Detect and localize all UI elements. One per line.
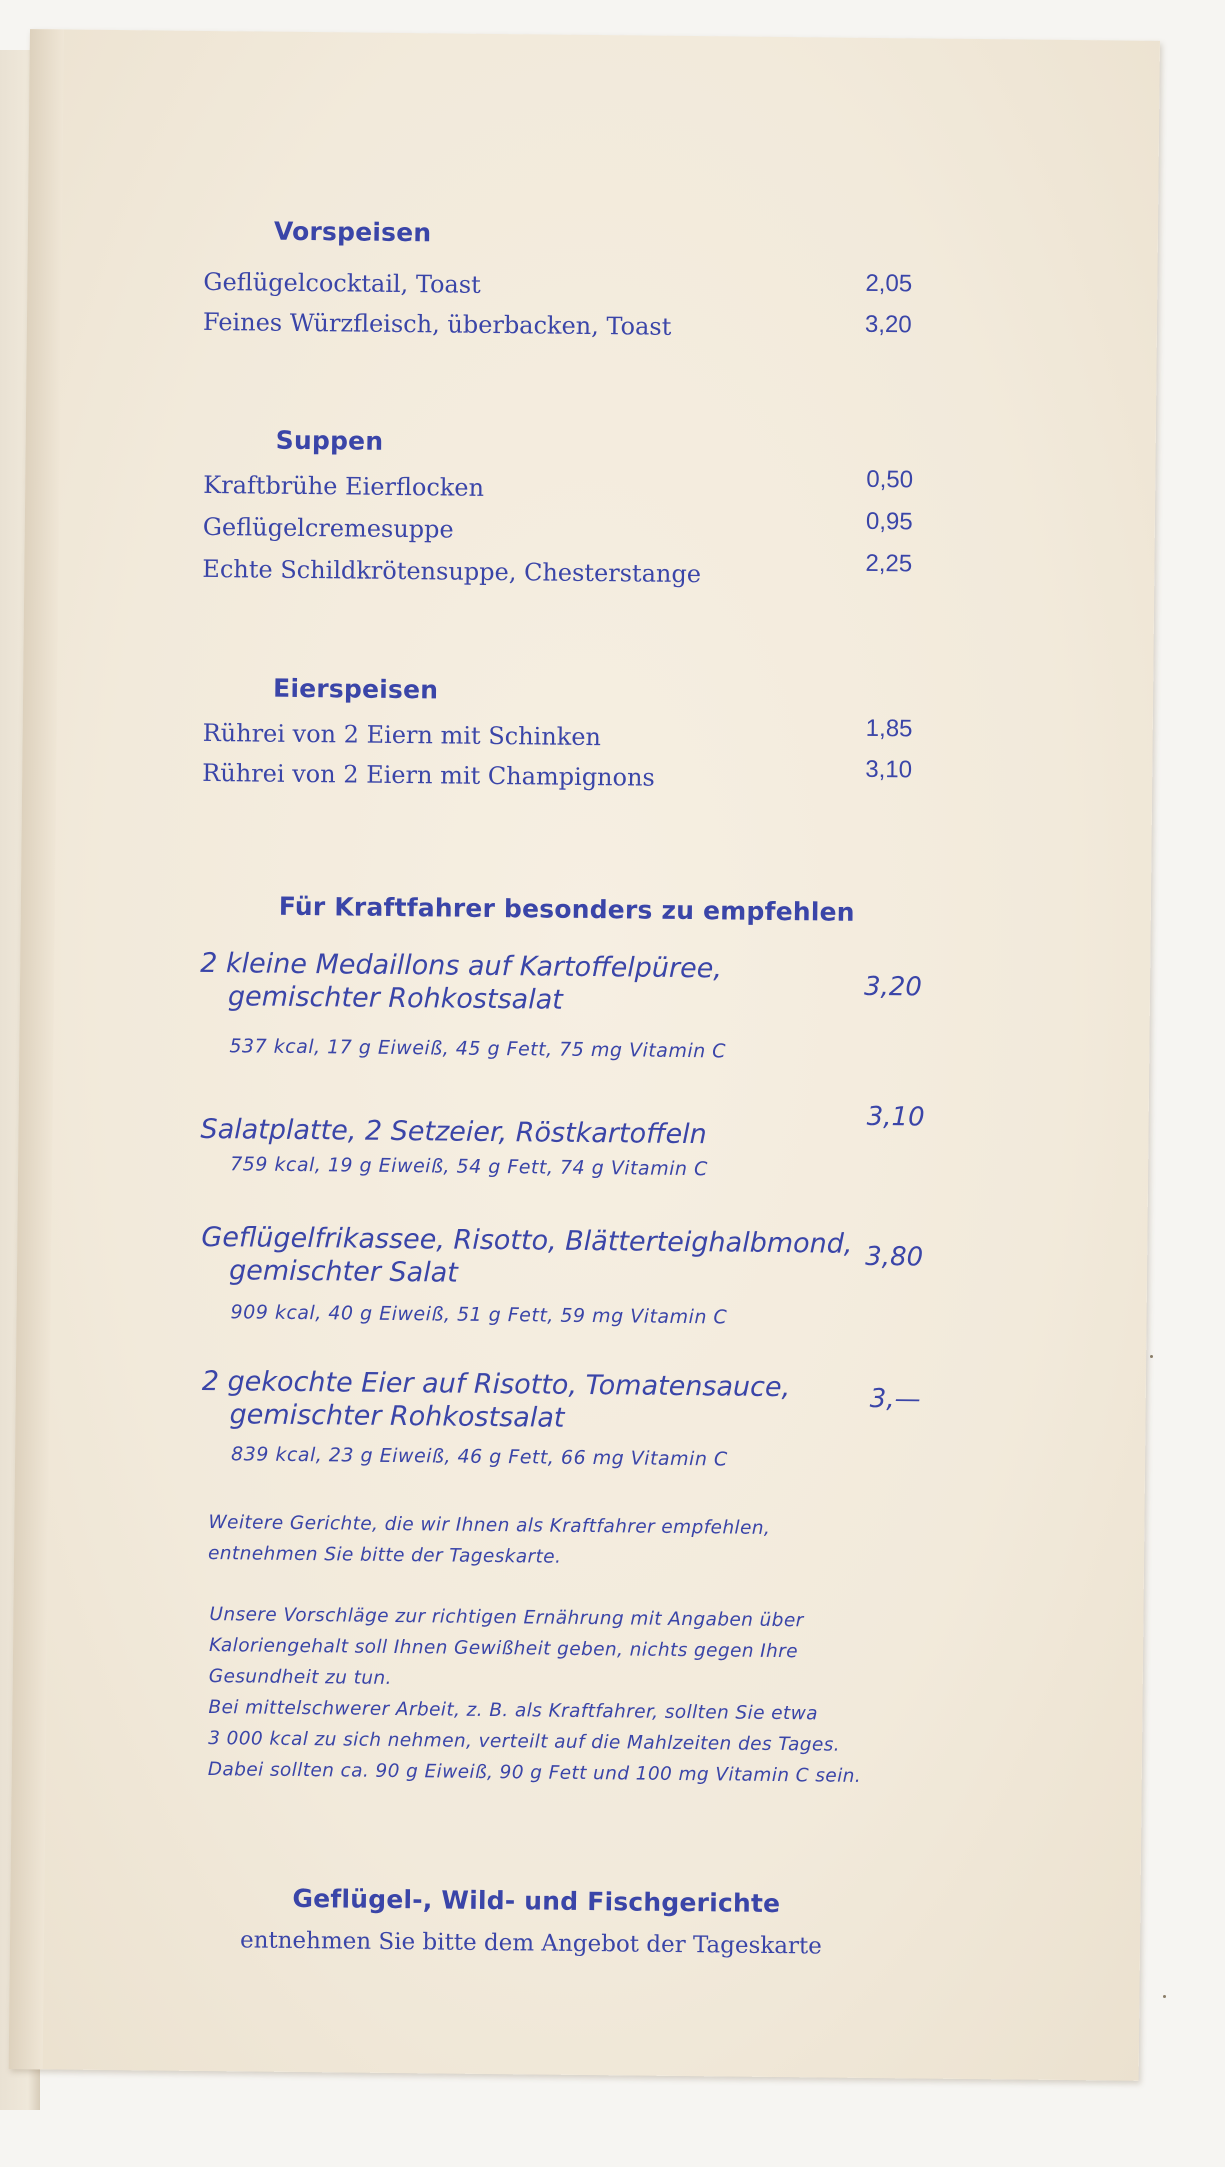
dish-name-line1: 2 gekochte Eier auf Risotto, Tomatensauce, [201, 1365, 791, 1404]
menu-item-name: Rührei von 2 Eiern mit Schinken [202, 718, 602, 752]
note-line: Bei mittelschwerer Arbeit, z. B. als Kraftfahrer, sollten Sie etwa [208, 1697, 819, 1725]
menu-item-name: Kraftbrühe Eierflocken [203, 470, 485, 502]
menu-item-name: Echte Schildkrötensuppe, Chesterstange [202, 554, 702, 589]
note-line: Kaloriengehalt soll Ihnen Gewißheit geben, nichts gegen Ihre [209, 1635, 799, 1663]
menu-item-name: Geflügelcocktail, Toast [203, 267, 481, 299]
dish-price: 3,10 [866, 1101, 925, 1133]
menu-content [9, 29, 1160, 2081]
paper-speck [1163, 1995, 1166, 1998]
dish-price: 3,20 [863, 971, 923, 1003]
section-heading-vorspeisen: Vorspeisen [273, 216, 432, 248]
footer-note: entnehmen Sie bitte dem Angebot der Tageskarte [239, 1927, 822, 1960]
nutrition-advice [208, 1599, 863, 1792]
note-line: entnehmen Sie bitte der Tageskarte. [207, 1543, 562, 1568]
section-heading-suppen: Suppen [275, 425, 384, 456]
note-line: 3 000 kcal zu sich nehmen, verteilt auf die Mahlzeiten des Tages. [208, 1728, 841, 1756]
dish-name [200, 1113, 707, 1151]
dish-name-line2: gemischter Rohkostsalat [227, 981, 563, 1016]
menu-page [9, 29, 1160, 2081]
dish-name-line1: 2 kleine Medaillons auf Kartoffelpüree, [200, 947, 723, 985]
dish-nutrition: 759 kcal, 19 g Eiweiß, 54 g Fett, 74 g Vitamin C [230, 1153, 708, 1181]
dish-nutrition: 537 kcal, 17 g Eiweiß, 45 g Fett, 75 mg Vitamin C [229, 1035, 727, 1063]
dish-name [200, 947, 722, 1018]
menu-item-name: Geflügelcremesuppe [202, 512, 454, 544]
kraftfahrer-note [208, 1507, 770, 1575]
dish-name-line2: gemischter Salat [228, 1255, 458, 1289]
dish-nutrition: 839 kcal, 23 g Eiweiß, 46 g Fett, 66 mg Vitamin C [231, 1443, 728, 1471]
dish-name [201, 1365, 790, 1437]
dish-name-line2: gemischter Rohkostsalat [229, 1399, 565, 1434]
section-heading-gefluegel: Geflügel-, Wild- und Fischgerichte [292, 1883, 781, 1919]
menu-item-price: 2,25 [865, 549, 913, 578]
menu-item-price: 3,20 [864, 310, 912, 339]
menu-item-price: 2,05 [865, 269, 913, 298]
section-heading-eierspeisen: Eierspeisen [272, 673, 439, 705]
note-line: Dabei sollten ca. 90 g Eiweiß, 90 g Fett und 100 mg Vitamin C sein. [207, 1759, 862, 1787]
menu-item-price: 3,10 [865, 755, 913, 784]
dish-price: 3,80 [865, 1241, 924, 1273]
note-line: Unsere Vorschläge zur richtigen Ernährung mit Angaben über [209, 1604, 804, 1632]
dish-name-line1: Geflügelfrikassee, Risotto, Blätterteighalbmond, [201, 1221, 853, 1260]
note-line: Weitere Gerichte, die wir Ihnen als Kraftfahrer empfehlen, [208, 1512, 771, 1539]
menu-item-name: Rührei von 2 Eiern mit Champignons [202, 758, 655, 792]
dish-name [201, 1221, 853, 1294]
menu-item-price: 0,50 [866, 465, 914, 494]
dish-nutrition: 909 kcal, 40 g Eiweiß, 51 g Fett, 59 mg Vitamin C [230, 1301, 728, 1329]
section-heading-kraftfahrer: Für Kraftfahrer besonders zu empfehlen [278, 891, 855, 927]
note-line: Gesundheit zu tun. [208, 1666, 392, 1689]
menu-item-price: 1,85 [865, 714, 913, 743]
dish-name-line1: Salatplatte, 2 Setzeier, Röstkartoffeln [200, 1113, 707, 1151]
menu-item-price: 0,95 [865, 507, 913, 536]
paper-speck [1150, 1355, 1153, 1358]
menu-item-name: Feines Würzfleisch, überbacken, Toast [202, 307, 672, 341]
dish-price: 3,— [869, 1383, 921, 1415]
